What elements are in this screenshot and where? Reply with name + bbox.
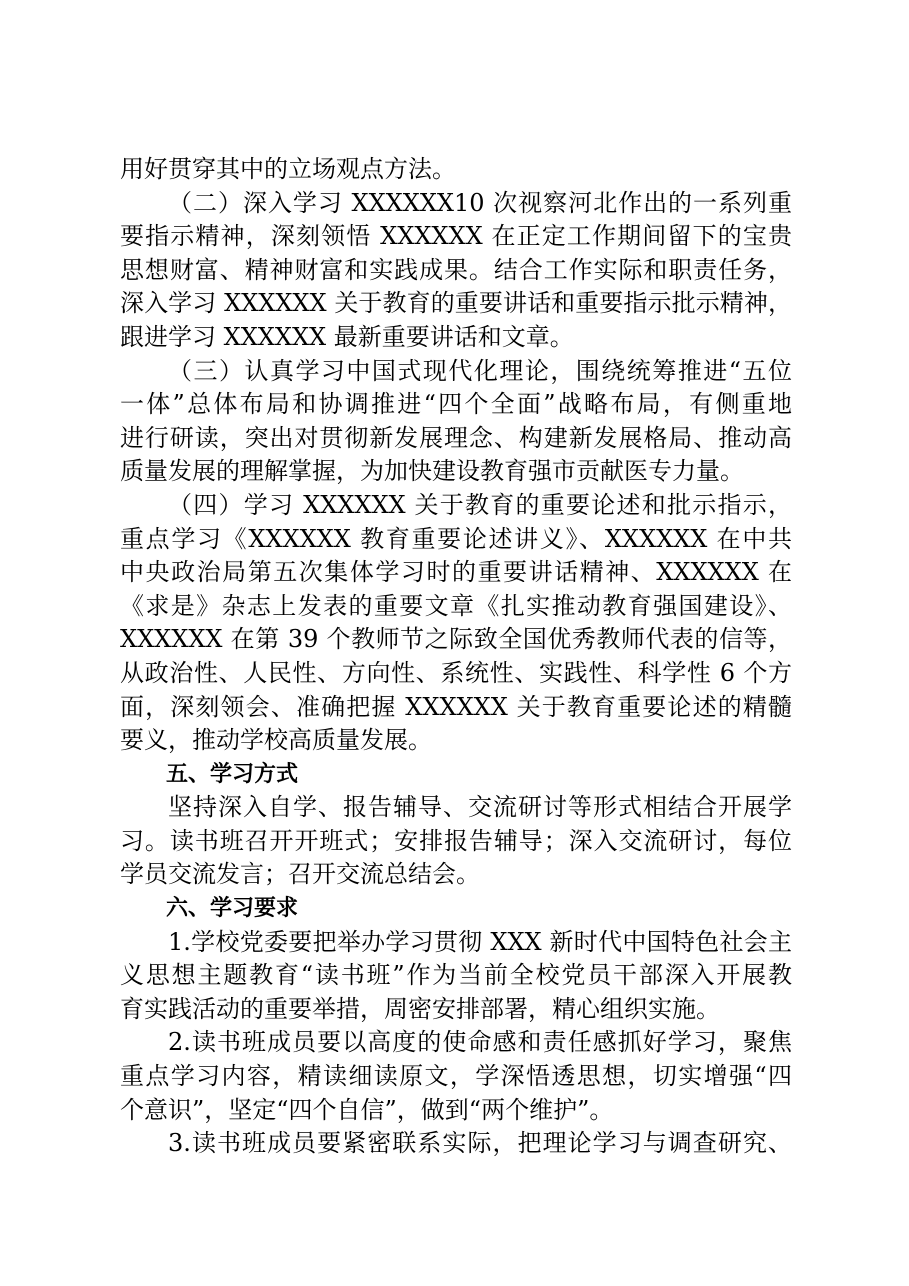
document-page bbox=[120, 153, 792, 1161]
paragraph-line: （四）学习 XXXXXX 关于教育的重要论述和批示指示， bbox=[168, 490, 792, 519]
paragraph-line: 3.读书班成员要紧密联系实际，把理论学习与调查研究、 bbox=[168, 1129, 792, 1158]
paragraph-line: 从政治性、人民性、方向性、系统性、实践性、科学性 6 个方 bbox=[120, 658, 792, 687]
paragraph-line: 用好贯穿其中的立场观点方法。 bbox=[120, 155, 456, 183]
paragraph-line: XXXXXX 在第 39 个教师节之际致全国优秀教师代表的信等， bbox=[120, 625, 792, 654]
paragraph-line: （二）深入学习 XXXXXX10 次视察河北作出的一系列重 bbox=[168, 188, 792, 217]
section-heading-study-requirements: 六、学习要求 bbox=[166, 896, 299, 922]
paragraph-line: 深入学习 XXXXXX 关于教育的重要讲话和重要指示批示精神， bbox=[120, 289, 792, 318]
paragraph-line: 2.读书班成员要以高度的使命感和责任感抓好学习，聚焦 bbox=[168, 1028, 792, 1057]
paragraph-line: 坚持深入自学、报告辅导、交流研讨等形式相结合开展学 bbox=[168, 793, 792, 822]
paragraph-line: 习。读书班召开开班式；安排报告辅导；深入交流研讨，每位 bbox=[120, 826, 792, 855]
paragraph-line: 进行研读，突出对贯彻新发展理念、构建新发展格局、推动高 bbox=[120, 423, 792, 452]
section-heading-study-method: 五、学习方式 bbox=[166, 761, 299, 787]
paragraph-line: 义思想主题教育“读书班”作为当前全校党员干部深入开展教 bbox=[120, 961, 792, 990]
paragraph-line: （三）认真学习中国式现代化理论，围绕统筹推进“五位 bbox=[168, 356, 792, 385]
paragraph-line: 思想财富、精神财富和实践成果。结合工作实际和职责任务， bbox=[120, 255, 792, 284]
paragraph-line: 学员交流发言；召开交流总结会。 bbox=[120, 860, 480, 889]
paragraph-line: 跟进学习 XXXXXX 最新重要讲话和文章。 bbox=[120, 322, 574, 351]
paragraph-line: 要义，推动学校高质量发展。 bbox=[120, 726, 432, 755]
paragraph-line: 《求是》杂志上发表的重要文章《扎实推动教育强国建设》、 bbox=[120, 591, 792, 620]
paragraph-line: 重点学习《XXXXXX 教育重要论述讲义》、XXXXXX 在中共 bbox=[120, 524, 792, 553]
paragraph-line: 面，深刻领会、准确把握 XXXXXX 关于教育重要论述的精髓 bbox=[120, 692, 792, 721]
paragraph-line: 1.学校党委要把举办学习贯彻 XXX 新时代中国特色社会主 bbox=[168, 927, 792, 956]
paragraph-line: 育实践活动的重要举措，周密安排部署，精心组织实施。 bbox=[120, 994, 720, 1023]
paragraph-line: 中央政治局第五次集体学习时的重要讲话精神、XXXXXX 在 bbox=[120, 558, 792, 587]
paragraph-line: 一体”总体布局和协调推进“四个全面”战略布局，有侧重地 bbox=[120, 390, 792, 419]
paragraph-line: 重点学习内容，精读细读原文，学深悟透思想，切实增强“四 bbox=[120, 1062, 792, 1091]
paragraph-line: 个意识”，坚定“四个自信”，做到“两个维护”。 bbox=[120, 1095, 614, 1124]
paragraph-line: 质量发展的理解掌握，为加快建设教育强市贡献医专力量。 bbox=[120, 457, 744, 486]
paragraph-line: 要指示精神，深刻领悟 XXXXXX 在正定工作期间留下的宝贵 bbox=[120, 222, 792, 251]
